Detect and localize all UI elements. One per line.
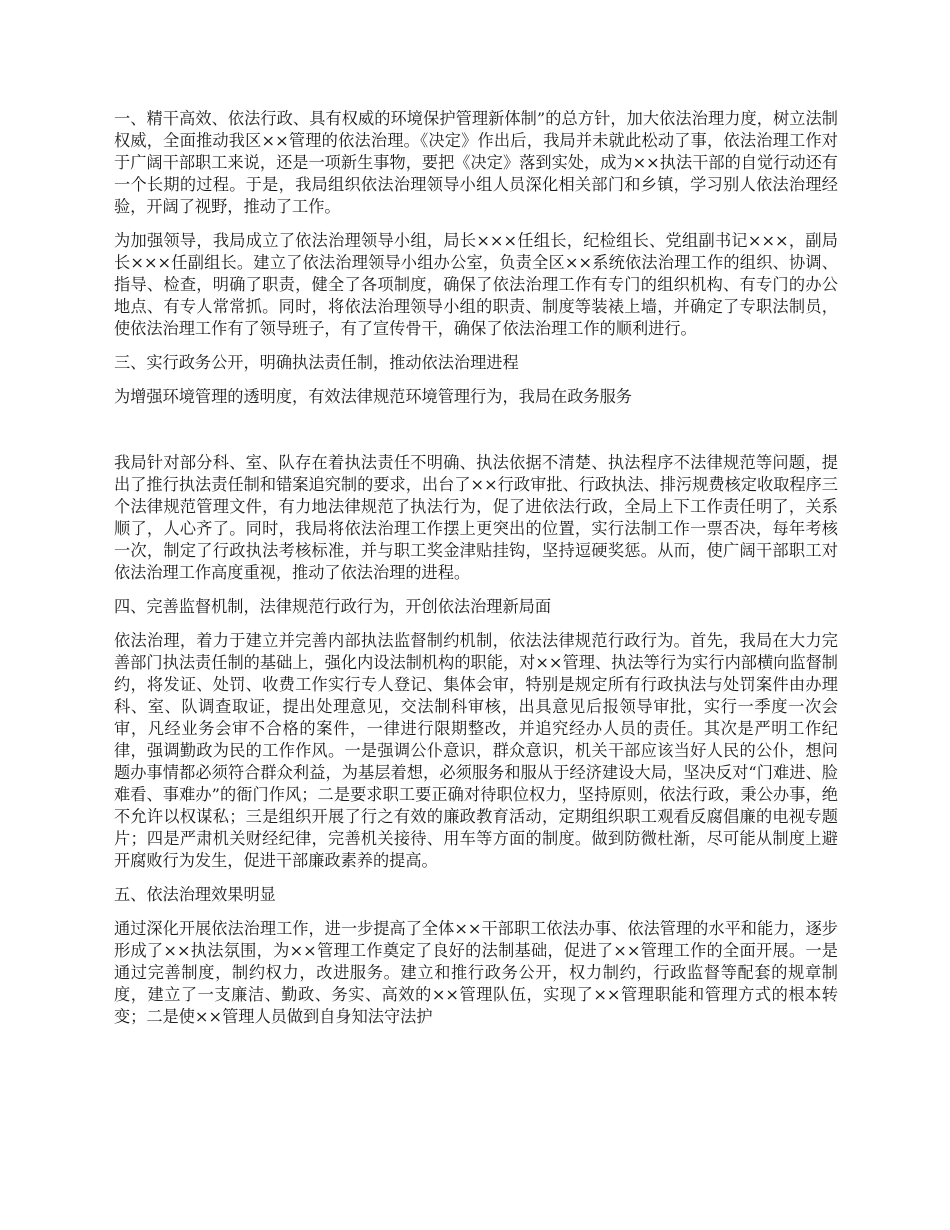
paragraph-5: 依法治理，着力于建立并完善内部执法监督制约机制，依法法律规范行政行为。首先，我局在大力完善部门执法责任制的基础上，强化内设法制机构的职能，对××管理、执法等行为实行内部横向监督制约，将发证、处罚、收费工作实行专人登记、集体会审，特别是规定所有行政执法与处罚案件由办理科、室、队调查取证，提出处理意见，交法制科审核，出具意见后报领导审批，实行一季度一次会审，凡经业务会审不合格的案件，一律进行限期整改，并追究经办人员的责任。其次是严明工作纪律，强调勤政为民的工作作风。一是强调公仆意识，群众意识，机关干部应该当好人民的公仆，想问题办事情都必须符合群众利益，为基层着想，必须服务和服从于经济建设大局，坚决反对“门难进、脸难看、事难办”的衙门作风；二是要求职工要正确对待职位权力，坚持原则，依法行政，秉公办事，绝不允许以权谋私；三是组织开展了行之有效的廉政教育活动，定期组织职工观看反腐倡廉的电视专题片；四是严肃机关财经纪律，完善机关接待、用车等方面的制度。做到防微杜渐，尽可能从制度上避开腐败行为发生，促进干部廉政素养的提高。: [114, 631, 838, 870]
paragraph-2: 为加强领导，我局成立了依法治理领导小组，局长×××任组长，纪检组长、党组副书记×××，副局长×××任副组长。建立了依法治理领导小组办公室，负责全区××系统依法治理工作的组织、协调、指导、检查，明确了职责，健全了各项制度，确保了依法治理工作有专门的组织机构、有专门的办公地点、有专人常常抓。同时，将依法治理领导小组的职责、制度等装裱上墙，并确定了专职法制员，使依法治理工作有了领导班子，有了宣传骨干，确保了依法治理工作的顺利进行。: [114, 231, 838, 338]
paragraph-4: 我局针对部分科、室、队存在着执法责任不明确、执法依据不清楚、执法程序不法律规范等问题，提出了推行执法责任制和错案追究制的要求，出台了××行政审批、行政执法、排污规费核定收取程序三个法律规范管理文件，有力地法律规范了执法行为，促了进依法行政，全局上下工作责任明了，关系顺了，人心齐了。同时，我局将依法治理工作摆上更突出的位置，实行法制工作一票否决，每年考核一次，制定了行政执法考核标准，并与职工奖金津贴挂钩，坚持逗硬奖惩。从而，使广阔干部职工对依法治理工作高度重视，推动了依法治理的进程。: [114, 453, 838, 582]
paragraph-3: 为增强环境管理的透明度，有效法律规范环境管理行为，我局在政务服务: [114, 387, 632, 406]
section-heading-4: 四、完善监督机制，法律规范行政行为，开创依法治理新局面: [114, 597, 552, 616]
paragraph-1: 一、精干高效、依法行政、具有权威的环境保护管理新体制”的总方针，加大依法治理力度，树立法制权威，全面推动我区××管理的依法治理。《决定》作出后，我局并未就此松动了事，依法治理工作对于广阔干部职工来说，还是一项新生事物，要把《决定》落到实处，成为××执法干部的自觉行动还有一个长期的过程。于是，我局组织依法治理领导小组人员深化相关部门和乡镇，学习别人依法治理经验，开阔了视野，推动了工作。: [114, 109, 838, 216]
paragraph-6: 通过深化开展依法治理工作，进一步提高了全体××干部职工依法办事、依法管理的水平和能力，逐步形成了××执法氛围，为××管理工作奠定了良好的法制基础，促进了××管理工作的全面开展。一是通过完善制度，制约权力，改进服务。建立和推行政务公开，权力制约，行政监督等配套的规章制度，建立了一支廉洁、勤政、务实、高效的××管理队伍，实现了××管理职能和管理方式的根本转变；二是使××管理人员做到自身知法守法护: [114, 919, 838, 1026]
document-body: [114, 108, 838, 1040]
section-heading-3: 三、实行政务公开，明确执法责任制，推动依法治理进程: [114, 353, 519, 372]
section-heading-5: 五、依法治理效果明显: [114, 885, 276, 904]
